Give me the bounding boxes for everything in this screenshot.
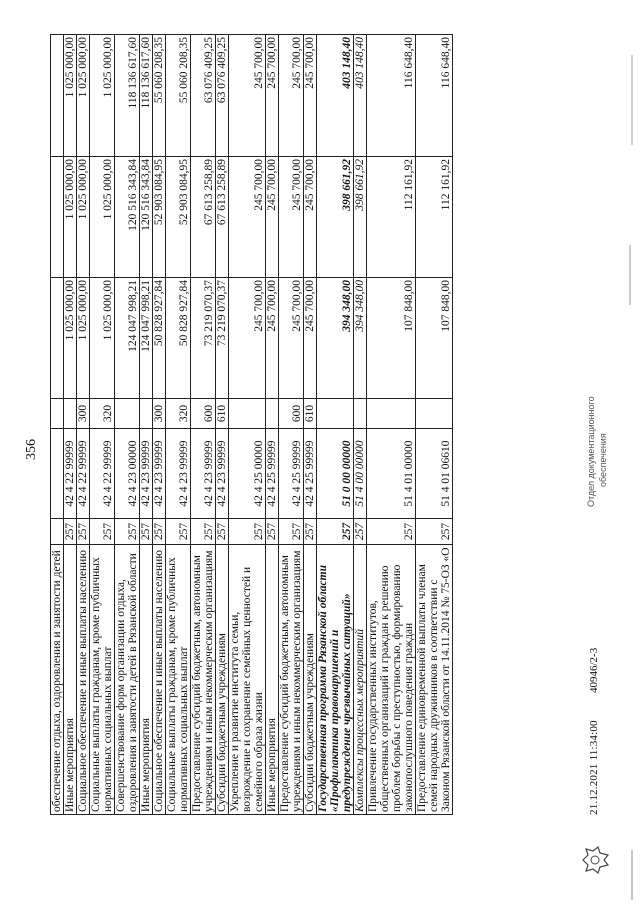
table-row <box>317 35 354 815</box>
row-amount-year-1: 124 047 998,21 <box>140 278 153 399</box>
row-target-article: 51 4 01 06610 <box>416 429 453 519</box>
row-target-article: 51 4 00 00000 <box>354 429 367 519</box>
row-admin-code: 257 <box>354 519 367 545</box>
table-row <box>77 35 90 815</box>
table-row <box>115 35 140 815</box>
row-amount-year-3: 245 700,00 <box>279 35 304 157</box>
row-name: Укрепление и развитие института семьи, возрождение и сохранение семейных ценностей и семейного образа жизни <box>229 545 266 815</box>
row-target-article: 42 4 25 99999 <box>266 429 279 519</box>
row-name: Предоставление субсидий бюджетным, автономным учреждениям и иным некоммерческим организациям <box>279 545 304 815</box>
row-expense-type: 600 <box>279 399 304 429</box>
row-amount-year-1: 245 700,00 <box>266 278 279 399</box>
row-amount-year-2: 245 700,00 <box>304 157 317 278</box>
row-name: Предоставление субсидий бюджетным, автономным учреждениям и иным некоммерческим организациям <box>191 545 216 815</box>
stamp-line-2: обеспечения <box>598 433 608 487</box>
row-expense-type: 320 <box>90 399 115 429</box>
table-row <box>153 35 166 815</box>
row-name: Социальное обеспечение и иные выплаты населению <box>77 545 90 815</box>
row-expense-type: 610 <box>304 399 317 429</box>
row-amount-year-3: 116 648,40 <box>416 35 453 157</box>
row-amount-year-1: 124 047 998,21 <box>115 278 140 399</box>
row-amount-year-2: 67 613 258,89 <box>191 157 216 278</box>
row-admin-code: 257 <box>90 519 115 545</box>
row-amount-year-1: 1 025 000,00 <box>64 278 77 399</box>
row-name: Иные мероприятия <box>266 545 279 815</box>
row-admin-code: 257 <box>216 519 229 545</box>
row-target-article: 42 4 22 99999 <box>64 429 77 519</box>
row-admin-code: 257 <box>266 519 279 545</box>
table-row <box>304 35 317 815</box>
row-name: Иные мероприятия <box>64 545 77 815</box>
table-row <box>216 35 229 815</box>
row-name: Иные мероприятия <box>140 545 153 815</box>
row-amount-year-3: 118 136 617,60 <box>140 35 153 157</box>
row-admin-code: 257 <box>64 519 77 545</box>
row-target-article: 42 4 23 99999 <box>166 429 191 519</box>
row-expense-type: 300 <box>153 399 166 429</box>
row-name: Социальные выплаты гражданам, кроме публичных нормативных социальных выплат <box>166 545 191 815</box>
row-name: Субсидии бюджетным учреждениям <box>304 545 317 815</box>
row-admin-code: 257 <box>77 519 90 545</box>
row-amount-year-3: 403 148,40 <box>354 35 367 157</box>
row-name: Привлечение государственных институтов, общественных организаций и граждан к решению проблем борьбы с преступностью, формированию законопослушного поведения граждан <box>367 545 416 815</box>
row-expense-type <box>354 399 367 429</box>
page-number: 356 <box>24 439 39 460</box>
row-expense-type: 320 <box>166 399 191 429</box>
row-expense-type <box>367 399 416 429</box>
table-row <box>51 35 64 815</box>
table-row <box>416 35 453 815</box>
row-amount-year-3: 1 025 000,00 <box>64 35 77 157</box>
row-expense-type <box>416 399 453 429</box>
row-amount-year-2: 67 613 258,89 <box>216 157 229 278</box>
row-amount-year-3: 245 700,00 <box>266 35 279 157</box>
row-name: Социальные выплаты гражданам, кроме публичных нормативных социальных выплат <box>90 545 115 815</box>
row-admin-code: 257 <box>115 519 140 545</box>
row-target-article: 42 4 25 99999 <box>304 429 317 519</box>
table-row <box>166 35 191 815</box>
row-amount-year-3: 55 060 208,35 <box>153 35 166 157</box>
row-target-article: 42 4 23 99999 <box>191 429 216 519</box>
row-target-article: 42 4 23 99999 <box>216 429 229 519</box>
row-expense-type <box>64 399 77 429</box>
row-amount-year-1: 50 828 927,84 <box>153 278 166 399</box>
row-amount-year-2: 1 025 000,00 <box>77 157 90 278</box>
row-amount-year-1: 245 700,00 <box>304 278 317 399</box>
row-target-article: 42 4 25 00000 <box>229 429 266 519</box>
table-row <box>354 35 367 815</box>
row-amount-year-1: 245 700,00 <box>279 278 304 399</box>
row-amount-year-3: 118 136 617,60 <box>115 35 140 157</box>
footer-doc-code: 40946/2-3 <box>588 647 600 693</box>
row-admin-code: 257 <box>416 519 453 545</box>
row-expense-type <box>140 399 153 429</box>
scan-edge-marks <box>620 0 640 905</box>
row-amount-year-1: 1 025 000,00 <box>90 278 115 399</box>
row-admin-code <box>51 519 64 545</box>
row-amount-year-1: 107 848,00 <box>367 278 416 399</box>
row-amount-year-3: 403 148,40 <box>317 35 354 157</box>
table-row <box>90 35 115 815</box>
row-target-article: 51 4 01 00000 <box>367 429 416 519</box>
row-admin-code: 257 <box>367 519 416 545</box>
row-expense-type <box>51 399 64 429</box>
row-amount-year-1: 245 700,00 <box>229 278 266 399</box>
row-amount-year-3 <box>51 35 64 157</box>
table-row <box>229 35 266 815</box>
row-expense-type: 600 <box>191 399 216 429</box>
row-amount-year-2: 120 516 343,84 <box>140 157 153 278</box>
row-admin-code: 257 <box>317 519 354 545</box>
row-amount-year-2: 245 700,00 <box>279 157 304 278</box>
row-name: Социальное обеспечение и иные выплаты населению <box>153 545 166 815</box>
row-admin-code: 257 <box>191 519 216 545</box>
row-amount-year-3: 1 025 000,00 <box>90 35 115 157</box>
row-amount-year-1 <box>51 278 64 399</box>
row-name: обеспечение отдыха, оздоровления и занятости детей <box>51 545 64 815</box>
row-expense-type: 300 <box>77 399 90 429</box>
budget-table <box>50 34 453 815</box>
row-name: Государственная программа Рязанской области «Профилактика правонарушений и предупреждение чрезвычайных ситуаций» <box>317 545 354 815</box>
row-amount-year-2: 112 161,92 <box>367 157 416 278</box>
stamp-line-1: Отдел документационного <box>586 396 596 507</box>
row-target-article: 42 4 23 00000 <box>115 429 140 519</box>
row-admin-code: 257 <box>166 519 191 545</box>
row-target-article: 42 4 23 99999 <box>153 429 166 519</box>
row-amount-year-2: 52 903 084,95 <box>153 157 166 278</box>
row-amount-year-1: 394 348,00 <box>317 278 354 399</box>
row-expense-type <box>229 399 266 429</box>
row-target-article: 42 4 23 99999 <box>140 429 153 519</box>
row-target-article: 42 4 22 99999 <box>90 429 115 519</box>
row-amount-year-2: 120 516 343,84 <box>115 157 140 278</box>
row-amount-year-1: 73 219 070,37 <box>191 278 216 399</box>
row-target-article: 42 4 25 99999 <box>279 429 304 519</box>
row-target-article: 42 4 22 99999 <box>77 429 90 519</box>
row-amount-year-2: 245 700,00 <box>266 157 279 278</box>
row-amount-year-1: 1 025 000,00 <box>77 278 90 399</box>
row-expense-type <box>266 399 279 429</box>
row-amount-year-3: 63 076 409,25 <box>191 35 216 157</box>
row-amount-year-3: 245 700,00 <box>229 35 266 157</box>
row-amount-year-2: 1 025 000,00 <box>64 157 77 278</box>
row-amount-year-2: 245 700,00 <box>229 157 266 278</box>
row-admin-code: 257 <box>229 519 266 545</box>
row-name: Комплексы процессных мероприятий <box>354 545 367 815</box>
table-row <box>191 35 216 815</box>
footer-date: 21.12.2021 11:34:00 <box>588 720 600 815</box>
row-amount-year-2: 1 025 000,00 <box>90 157 115 278</box>
row-expense-type: 610 <box>216 399 229 429</box>
row-admin-code: 257 <box>153 519 166 545</box>
row-amount-year-1: 394 348,00 <box>354 278 367 399</box>
row-expense-type <box>115 399 140 429</box>
row-amount-year-2: 398 661,92 <box>354 157 367 278</box>
table-row <box>367 35 416 815</box>
row-name: Субсидии бюджетным учреждениям <box>216 545 229 815</box>
row-amount-year-3: 63 076 409,25 <box>216 35 229 157</box>
table-row <box>140 35 153 815</box>
row-admin-code: 257 <box>140 519 153 545</box>
row-name: Предоставление единовременной выплаты членам семей народных дружинников в соответствии с Законом Рязанской области от 14.11.2014 № 75-ОЗ «О <box>416 545 453 815</box>
row-expense-type <box>317 399 354 429</box>
row-admin-code: 257 <box>279 519 304 545</box>
table-row <box>279 35 304 815</box>
row-target-article: 51 0 00 00000 <box>317 429 354 519</box>
table-row <box>64 35 77 815</box>
row-amount-year-3: 116 648,40 <box>367 35 416 157</box>
row-name: Совершенствование форм организации отдыха, оздоровления и занятости детей в Рязанской области <box>115 545 140 815</box>
row-amount-year-3: 245 700,00 <box>304 35 317 157</box>
coat-of-arms-icon <box>580 843 614 877</box>
row-amount-year-2: 112 161,92 <box>416 157 453 278</box>
row-admin-code: 257 <box>304 519 317 545</box>
row-amount-year-2: 398 661,92 <box>317 157 354 278</box>
table-row <box>266 35 279 815</box>
row-amount-year-1: 73 219 070,37 <box>216 278 229 399</box>
row-amount-year-3: 55 060 208,35 <box>166 35 191 157</box>
row-amount-year-2 <box>51 157 64 278</box>
row-amount-year-3: 1 025 000,00 <box>77 35 90 157</box>
row-target-article <box>51 429 64 519</box>
row-amount-year-1: 50 828 927,84 <box>166 278 191 399</box>
row-amount-year-2: 52 903 084,95 <box>166 157 191 278</box>
row-amount-year-1: 107 848,00 <box>416 278 453 399</box>
